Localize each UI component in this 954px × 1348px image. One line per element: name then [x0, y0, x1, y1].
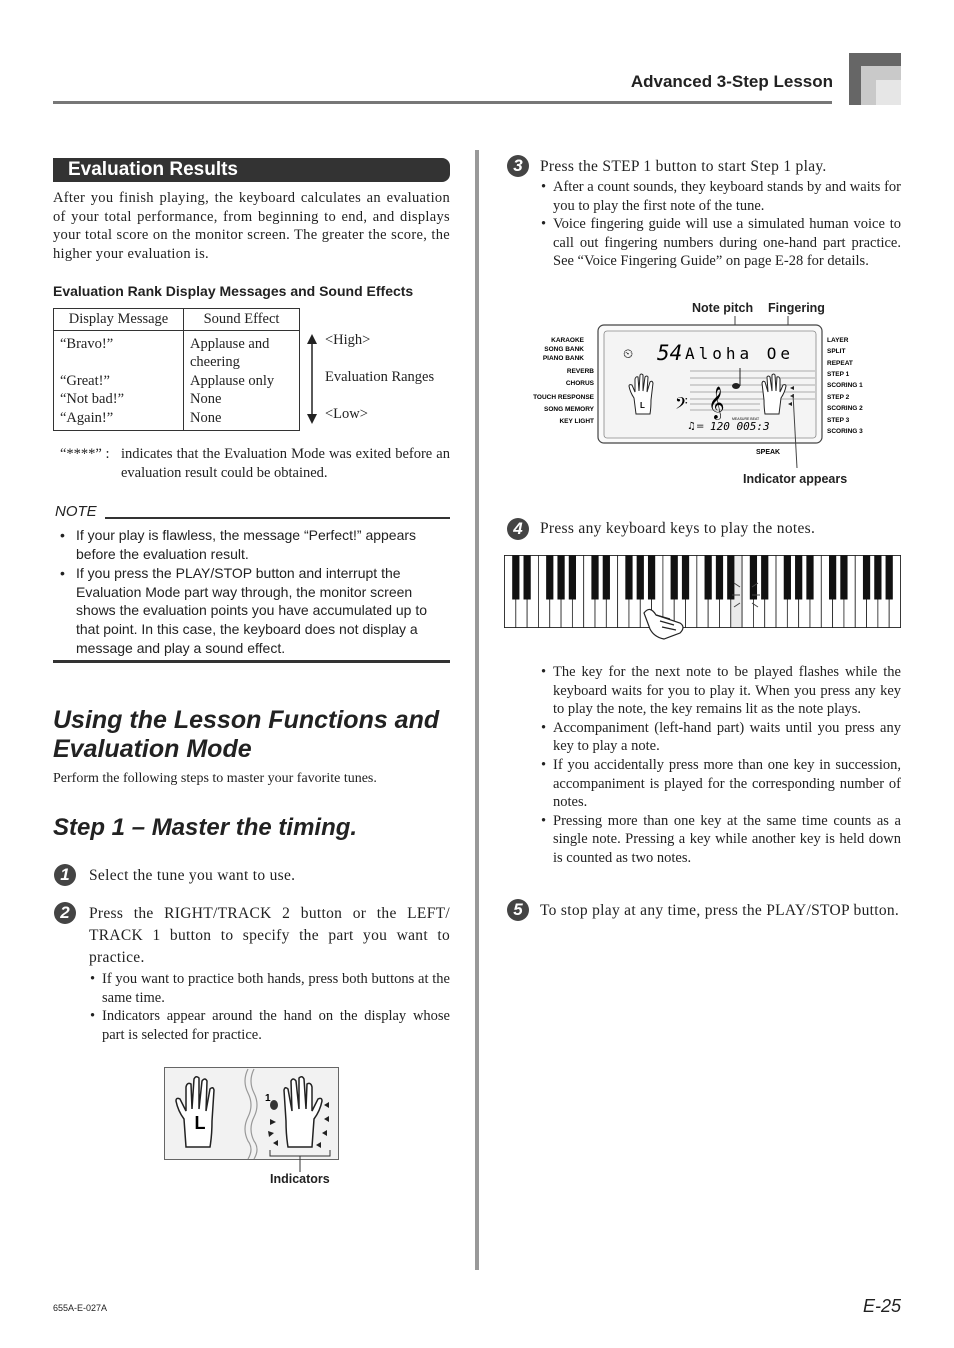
lesson-title-line1: Using the Lesson Functions and	[53, 706, 440, 734]
column-divider	[475, 150, 479, 1270]
lesson-intro: Perform the following steps to master your favorite tunes.	[53, 771, 377, 786]
indicators-label: Indicators	[270, 1172, 330, 1186]
note-bottom-rule	[53, 660, 450, 663]
step-4-bullet: • If you accidentally press more than one key in succession, accompaniment is played for the corresponding number of notes.	[541, 756, 901, 812]
black-key	[546, 556, 553, 600]
page-header-title: Advanced 3-Step Lesson	[630, 72, 833, 91]
finger-number: 1	[265, 1093, 271, 1104]
table-cell-message: “Again!”	[60, 409, 114, 426]
lcd-right-label: STEP 2	[827, 394, 850, 401]
black-key	[705, 556, 712, 600]
table-cell-message: “Bravo!”	[60, 335, 114, 352]
indicator-appears-label: Indicator appears	[743, 472, 848, 486]
black-key	[829, 556, 836, 600]
keyboard-figure	[504, 555, 902, 640]
lcd-left-label: SONG BANK	[544, 346, 584, 353]
step-number-5: 5	[507, 899, 529, 921]
metronome-icon: ♫=	[687, 421, 705, 432]
step-4-bullet: • Accompaniment (left-hand part) waits until you press any key to play a note.	[541, 719, 901, 756]
lcd-left-label: CHORUS	[565, 380, 594, 387]
table-cell-sounds	[184, 330, 300, 431]
lcd-right-label: STEP 3	[827, 417, 850, 424]
black-key	[557, 556, 564, 600]
lcd-left-label: KEY LIGHT	[559, 418, 594, 425]
step-3-bullet: • Voice fingering guide will use a simulated human voice to call out fingering numbers during one-hand part practice. See “Voice Fingering Guide” on page E-28 for details.	[541, 215, 901, 271]
step-number-4: 4	[507, 518, 529, 540]
lcd-left-hand-letter: L	[640, 401, 645, 410]
table-header-row	[54, 309, 300, 331]
step-4-bullet: • The key for the next note to be played flashes while the keyboard waits for you to play it. When you press any key to play the note, the key remains lit as the note plays.	[541, 663, 901, 719]
step-number-2: 2	[54, 902, 76, 924]
black-key	[795, 556, 802, 600]
left-hand-letter: L	[194, 1113, 206, 1133]
lcd-song-number: 54	[657, 341, 683, 365]
stars-key: “****” :	[60, 446, 110, 462]
range-low: <Low>	[325, 406, 368, 422]
lcd-left-label: TOUCH RESPONSE	[533, 394, 594, 401]
black-key	[886, 556, 893, 600]
corner-tab-highlight	[876, 80, 901, 105]
black-key	[625, 556, 632, 600]
note-rule	[105, 517, 450, 519]
lcd-left-label: KARAOKE	[551, 337, 584, 344]
black-key	[761, 556, 768, 600]
black-key	[671, 556, 678, 600]
step-title: Step 1 – Master the timing.	[53, 814, 358, 841]
table-cell-message: “Not bad!”	[60, 391, 125, 407]
range-mid: Evaluation Ranges	[325, 369, 435, 385]
finger-highlight-icon	[270, 1100, 278, 1110]
step-3-bullets	[541, 178, 901, 271]
black-key	[727, 556, 734, 600]
step-2-text: Press the RIGHT/TRACK 2 button or the LEFT/ TRACK 1 button to specify the part you want to practice.	[89, 905, 450, 966]
step-number-1: 1	[54, 864, 76, 886]
indicators-bracket	[267, 1150, 337, 1174]
black-key	[512, 556, 519, 600]
range-high: <High>	[325, 332, 371, 348]
evaluation-intro: After you finish playing, the keyboard calculates an evaluation of your total performance, from beginning to end, and displays your total score on the monitor screen. The greater the score, the higher your evaluation is.	[53, 190, 450, 262]
step-4-bullets	[541, 663, 901, 868]
black-key	[750, 556, 757, 600]
lcd-right-label: SCORING 1	[827, 382, 863, 389]
note-item: • If your play is flawless, the message “Perfect!” appears before the evaluation result.	[60, 526, 445, 563]
lcd-left-label: REVERB	[566, 368, 594, 375]
lcd-right-label: STEP 1	[827, 371, 850, 378]
black-key	[591, 556, 598, 600]
step-4-text: Press any keyboard keys to play the notes.	[540, 520, 816, 537]
section-title-evaluation: Evaluation Results	[53, 158, 450, 182]
note-list	[60, 526, 445, 658]
footer-code: 655A-E-027A	[53, 1303, 108, 1313]
step-3-text: Press the STEP 1 button to start Step 1 play.	[540, 158, 827, 175]
table-header-sound: Sound Effect	[184, 309, 300, 331]
lcd-small-caption: MEASURE BEAT	[732, 417, 760, 421]
table-title: Evaluation Rank Display Messages and Sound Effects	[53, 283, 414, 299]
lcd-bottom-label: SPEAK	[756, 449, 781, 456]
table-cell-sound: None	[190, 409, 222, 426]
step-5-text: To stop play at any time, press the PLAY/STOP button.	[540, 902, 900, 919]
lcd-display-figure	[530, 316, 875, 468]
black-key	[682, 556, 689, 600]
step-4-bullet: • Pressing more than one key at the same time counts as a single note. Pressing a key while another key is held down is counted as two notes.	[541, 812, 901, 868]
table-cell-sound: Applause and cheering	[190, 335, 270, 370]
table-body-row	[54, 330, 300, 431]
table-cell-sound: Applause only	[190, 372, 275, 389]
lcd-song-name: Aloha Oe	[685, 344, 795, 363]
table-header-message: Display Message	[54, 309, 184, 331]
black-key	[716, 556, 723, 600]
step-1-text: Select the tune you want to use.	[89, 867, 296, 884]
table-cell-sound: None	[190, 391, 222, 407]
hands-figure	[164, 1067, 340, 1161]
page-number: E-25	[862, 1296, 901, 1316]
black-key	[637, 556, 644, 600]
black-key	[840, 556, 847, 600]
table-cell-message: “Great!”	[60, 372, 110, 389]
step-2-bullet: • Indicators appear around the hand on the display whose part is selected for practice.	[90, 1007, 450, 1044]
lcd-left-label: PIANO BANK	[542, 355, 584, 362]
lcd-right-label: SCORING 2	[827, 405, 863, 412]
stars-description: indicates that the Evaluation Mode was exited before an evaluation result could be obtained.	[121, 446, 450, 481]
black-key	[648, 556, 655, 600]
table-cell-messages	[54, 330, 184, 431]
lcd-right-label: LAYER	[827, 337, 849, 344]
step-3-bullet: • After a count sounds, they keyboard stands by and waits for you to play the first note of the tune.	[541, 178, 901, 215]
note-head-icon	[732, 383, 740, 389]
black-key	[784, 556, 791, 600]
header-rule	[53, 101, 832, 104]
bass-clef-icon: 𝄢	[675, 393, 688, 417]
lcd-right-label: SPLIT	[827, 348, 846, 355]
lcd-right-label: REPEAT	[827, 360, 853, 367]
evaluation-table	[53, 308, 300, 431]
black-key	[806, 556, 813, 600]
note-item: • If you press the PLAY/STOP button and interrupt the Evaluation Mode part way through, the monitor screen shows the evaluation points you have accumulated up to that point. In this case, the keyboard does not display a message and play a sound effect.	[60, 564, 445, 657]
black-key	[603, 556, 610, 600]
fingering-label: Fingering	[768, 301, 825, 315]
black-key	[569, 556, 576, 600]
treble-clef-icon: 𝄞	[708, 386, 725, 419]
lcd-right-label: SCORING 3	[827, 428, 863, 435]
black-key	[874, 556, 881, 600]
step-2-bullet: • If you want to practice both hands, press both buttons at the same time.	[90, 970, 450, 1007]
step-number-3: 3	[507, 155, 529, 177]
black-key	[863, 556, 870, 600]
lesson-title-line2: Evaluation Mode	[53, 735, 252, 763]
lcd-icon: ⏲	[623, 347, 634, 362]
lcd-left-label: SONG MEMORY	[544, 406, 594, 413]
range-arrow-icon	[305, 334, 319, 424]
black-key	[524, 556, 531, 600]
step-2-bullets	[90, 970, 450, 1044]
note-title: NOTE	[55, 503, 97, 520]
lcd-tempo-measure: 120 005:3	[710, 420, 770, 433]
note-pitch-label: Note pitch	[692, 301, 754, 315]
